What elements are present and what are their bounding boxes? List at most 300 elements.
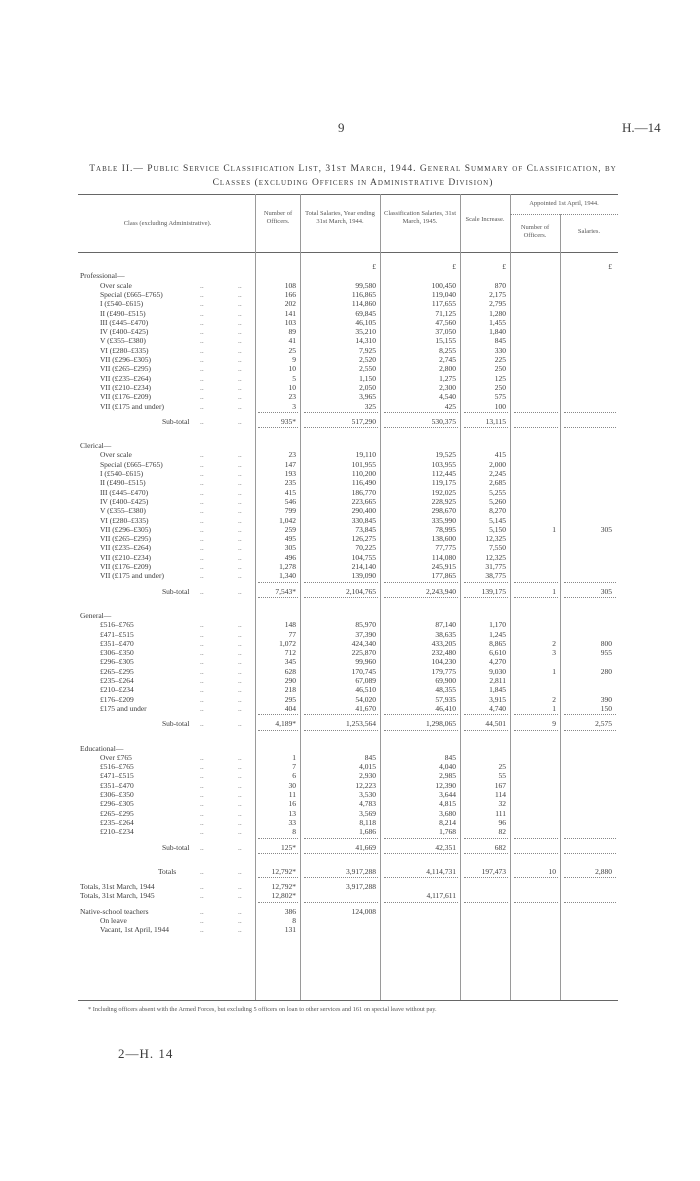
subtotal-row-an: 1	[552, 586, 556, 596]
table-row-cls: 245,915	[431, 562, 456, 571]
table-row-label: VII (£265–£295)	[100, 364, 152, 374]
table-row-label: III (£445–£470)	[100, 317, 149, 327]
totals-row-total: 3,917,288	[346, 866, 376, 876]
leader-dots: ..	[238, 299, 242, 309]
table-row-label: VII (£210–£234)	[100, 552, 152, 562]
subtotal-rule	[564, 730, 616, 731]
table-row-cls: 117,655	[431, 299, 456, 309]
table-row-label: £265–£295	[100, 808, 134, 818]
subtotal-rule	[384, 427, 458, 428]
table-row-total: 46,105	[355, 317, 376, 327]
column-divider	[255, 194, 256, 1000]
leader-dots: ..	[238, 799, 242, 809]
table-row-cls: 2,800	[439, 364, 456, 374]
table-row-n: 9	[292, 355, 296, 364]
leader-dots: ..	[200, 336, 204, 346]
leader-dots: ..	[200, 808, 204, 818]
table-row-n: 1,340	[279, 571, 296, 581]
table-row-label: III (£445–£470)	[100, 487, 149, 497]
table-row-label: £306–£350	[100, 648, 134, 658]
currency-symbol: £	[608, 262, 612, 271]
leader-dots: ..	[200, 685, 204, 695]
table-row-total: 101,955	[351, 459, 376, 469]
leader-dots: ..	[238, 478, 242, 488]
native-row-total: 124,008	[351, 906, 376, 916]
subtotal-rule	[514, 730, 558, 731]
table-row-cls: 179,775	[431, 666, 456, 676]
table-row-as: 280	[600, 666, 612, 676]
table-row-cls: 1,768	[439, 827, 456, 837]
table-row-cls: 114,080	[431, 552, 456, 562]
table-row-total: 85,970	[355, 620, 376, 630]
table-row-total: 14,310	[355, 336, 376, 346]
table-row-total: 99,580	[355, 280, 376, 290]
native-row-n: 386	[284, 906, 296, 916]
leader-dots: ..	[238, 586, 242, 596]
table-row-total: 214,140	[351, 562, 376, 571]
subtotal-rule	[464, 597, 508, 598]
subtotal-row-n: 7,543*	[275, 586, 296, 596]
table-row-total: 225,870	[351, 648, 376, 658]
table-row-inc: 3,915	[489, 694, 506, 704]
leader-dots: ..	[238, 891, 242, 901]
subtotal-rule	[258, 714, 298, 715]
table-row-n: 712	[284, 648, 296, 658]
table-row-n: 77	[288, 629, 296, 639]
leader-dots: ..	[200, 289, 204, 299]
leader-dots: ..	[238, 817, 242, 827]
table-row-cls: 69,900	[435, 676, 456, 685]
leader-dots: ..	[238, 866, 242, 876]
leader-dots: ..	[238, 317, 242, 327]
subtotal-row-as: 305	[600, 586, 612, 596]
leader-dots: ..	[200, 524, 204, 534]
table-row-n: 628	[284, 666, 296, 676]
leader-dots: ..	[200, 299, 204, 309]
table-row-n: 108	[284, 280, 296, 290]
subtotal-rule	[464, 853, 508, 854]
table-row-label: VII (£296–£305)	[100, 524, 152, 534]
page-reference: H.—14	[622, 120, 661, 135]
leader-dots: ..	[238, 401, 242, 411]
table-row-label: Over scale	[100, 280, 132, 290]
subtotal-row-total: 41,669	[355, 842, 376, 852]
table-row-inc: 2,175	[489, 289, 506, 299]
subtotal-rule	[384, 582, 458, 583]
leader-dots: ..	[238, 771, 242, 781]
table-row-n: 546	[284, 496, 296, 506]
leader-dots: ..	[200, 916, 204, 925]
leader-dots: ..	[238, 382, 242, 392]
leader-dots: ..	[238, 827, 242, 837]
table-row-cls: 1,275	[439, 373, 456, 383]
table-row-label: £471–£515	[100, 629, 134, 639]
leader-dots: ..	[200, 817, 204, 827]
table-row-an: 2	[552, 638, 556, 648]
table-row-total: 4,015	[359, 762, 376, 772]
leader-dots: ..	[200, 562, 204, 571]
totals-rule	[384, 877, 458, 878]
table-row-label: IV (£400–£425)	[100, 327, 149, 337]
table-row-n: 23	[288, 392, 296, 402]
table-row-label: £351–£470	[100, 638, 134, 648]
table-row-label: £351–£470	[100, 780, 134, 790]
leader-dots: ..	[238, 629, 242, 639]
table-row-inc: 12,325	[485, 534, 506, 544]
table-row-n: 30	[288, 780, 296, 790]
table-row-n: 11	[288, 790, 296, 799]
section-heading: General—	[80, 610, 112, 620]
leader-dots: ..	[238, 308, 242, 318]
table-row-cls: 103,955	[431, 459, 456, 469]
table-row-cls: 4,540	[439, 392, 456, 402]
table-row-label: II (£490–£515)	[100, 478, 146, 488]
leader-dots: ..	[238, 524, 242, 534]
subtotal-rule	[564, 582, 616, 583]
table-row-inc: 1,455	[489, 317, 506, 327]
table-row-inc: 96	[498, 817, 506, 827]
table-row-total: 139,090	[351, 571, 376, 581]
table-row-label: £306–£350	[100, 790, 134, 799]
subtotal-rule	[384, 412, 458, 413]
totals-row-inc: 197,473	[481, 866, 506, 876]
appointed-header-rule	[510, 214, 618, 215]
leader-dots: ..	[238, 648, 242, 658]
subtotal-rule	[514, 597, 558, 598]
subtotal-rule	[564, 597, 616, 598]
table-row-n: 295	[284, 694, 296, 704]
leader-dots: ..	[200, 364, 204, 374]
table-row-label: I (£540–£615)	[100, 469, 144, 478]
table-row-cls: 138,600	[431, 534, 456, 544]
leader-dots: ..	[238, 925, 242, 935]
subtotal-row-label: Sub-total	[162, 842, 190, 852]
leader-dots: ..	[238, 916, 242, 925]
leader-dots: ..	[238, 450, 242, 460]
table-row-inc: 9,030	[489, 666, 506, 676]
table-row-an: 1	[552, 703, 556, 713]
totals-row-as: 2,880	[595, 866, 612, 876]
subtotal-row-n: 4,189*	[275, 719, 296, 729]
table-row-total: 330,845	[351, 515, 376, 525]
subtotal-row-total: 517,290	[351, 416, 376, 426]
table-row-inc: 415	[494, 450, 506, 460]
table-row-label: II (£490–£515)	[100, 308, 146, 318]
table-row-cls: 433,205	[431, 638, 456, 648]
leader-dots: ..	[200, 571, 204, 581]
leader-dots: ..	[238, 571, 242, 581]
subtotal-rule	[384, 597, 458, 598]
leader-dots: ..	[238, 506, 242, 516]
leader-dots: ..	[238, 694, 242, 704]
header-number: Number of Officers.	[263, 210, 293, 225]
table-row-total: 99,960	[355, 657, 376, 667]
table-row-cls: 87,140	[435, 620, 456, 630]
table-row-total: 67,089	[355, 676, 376, 685]
table-row-label: £296–£305	[100, 657, 134, 667]
leader-dots: ..	[238, 534, 242, 544]
summary-row-label: Totals, 31st March, 1944	[80, 882, 155, 892]
leader-dots: ..	[200, 478, 204, 488]
leader-dots: ..	[200, 620, 204, 630]
table-row-inc: 4,740	[489, 703, 506, 713]
subtotal-rule	[514, 427, 558, 428]
leader-dots: ..	[200, 416, 204, 426]
table-row-inc: 2,685	[489, 478, 506, 488]
table-row-cls: 104,230	[431, 657, 456, 667]
column-divider	[560, 214, 561, 1000]
table-row-inc: 38,775	[485, 571, 506, 581]
totals-rule	[258, 877, 298, 878]
subtotal-rule	[564, 427, 616, 428]
subtotal-rule	[304, 838, 378, 839]
table-row-cls: 845	[444, 752, 456, 762]
table-row-label: VI (£280–£335)	[100, 515, 149, 525]
table-row-total: 4,783	[359, 799, 376, 809]
leader-dots: ..	[238, 327, 242, 337]
table-row-label: £210–£234	[100, 827, 134, 837]
table-row-inc: 575	[494, 392, 506, 402]
table-row-cls: 192,025	[431, 487, 456, 497]
table-row-label: IV (£400–£425)	[100, 496, 149, 506]
subtotal-row-inc: 13,115	[485, 416, 506, 426]
table-row-as: 800	[600, 638, 612, 648]
table-row-label: VII (£175 and under)	[100, 401, 164, 411]
table-row-total: 170,745	[351, 666, 376, 676]
subtotal-rule	[304, 853, 378, 854]
summary-rule	[304, 902, 378, 903]
table-row-label: VII (£176–£209)	[100, 392, 152, 402]
leader-dots: ..	[200, 543, 204, 553]
table-row-inc: 8,270	[489, 506, 506, 516]
subtotal-row-inc: 682	[494, 842, 506, 852]
leader-dots: ..	[238, 666, 242, 676]
table-row-as: 955	[600, 648, 612, 658]
subtotal-rule	[514, 412, 558, 413]
leader-dots: ..	[200, 676, 204, 685]
subtotal-rule	[384, 730, 458, 731]
subtotal-rule	[258, 597, 298, 598]
totals-row-cls: 4,114,731	[426, 866, 456, 876]
leader-dots: ..	[200, 752, 204, 762]
table-row-total: 41,670	[355, 703, 376, 713]
totals-rule	[304, 877, 378, 878]
table-row-inc: 330	[494, 345, 506, 355]
totals-rule	[564, 877, 616, 878]
summary-row-total: 3,917,288	[346, 882, 376, 892]
summary-row-n: 12,792*	[271, 882, 296, 892]
table-row-inc: 5,255	[489, 487, 506, 497]
table-row-n: 193	[284, 469, 296, 478]
table-row-cls: 425	[444, 401, 456, 411]
subtotal-rule	[258, 412, 298, 413]
summary-rule	[258, 902, 298, 903]
leader-dots: ..	[238, 780, 242, 790]
section-heading: Educational—	[80, 743, 124, 753]
totals-row-an: 10	[548, 866, 556, 876]
table-row-inc: 250	[494, 364, 506, 374]
table-row-total: 1,686	[359, 827, 376, 837]
table-row-n: 147	[284, 459, 296, 469]
subtotal-rule	[258, 838, 298, 839]
table-row-total: 54,020	[355, 694, 376, 704]
table-row-total: 19,110	[355, 450, 376, 460]
table-row-total: 186,770	[351, 487, 376, 497]
totals-rule	[464, 877, 508, 878]
table-row-label: £176–£209	[100, 694, 134, 704]
table-row-label: VII (£210–£234)	[100, 382, 152, 392]
subtotal-rule	[304, 427, 378, 428]
table-row-cls: 78,995	[435, 524, 456, 534]
leader-dots: ..	[200, 762, 204, 772]
table-row-label: V (£355–£380)	[100, 336, 146, 346]
leader-dots: ..	[200, 280, 204, 290]
leader-dots: ..	[238, 882, 242, 892]
leader-dots: ..	[238, 762, 242, 772]
leader-dots: ..	[238, 373, 242, 383]
subtotal-rule	[564, 714, 616, 715]
table-row-cls: 12,390	[435, 780, 456, 790]
table-row-n: 305	[284, 543, 296, 553]
table-row-n: 415	[284, 487, 296, 497]
table-row-cls: 38,635	[435, 629, 456, 639]
table-row-label: VII (£176–£209)	[100, 562, 152, 571]
leader-dots: ..	[200, 891, 204, 901]
totals-rule	[514, 877, 558, 878]
leader-dots: ..	[200, 771, 204, 781]
table-row-label: I (£540–£615)	[100, 299, 144, 309]
leader-dots: ..	[238, 719, 242, 729]
subtotal-rule	[464, 412, 508, 413]
leader-dots: ..	[200, 382, 204, 392]
table-row-label: VII (£265–£295)	[100, 534, 152, 544]
table-row-total: 12,223	[355, 780, 376, 790]
table-row-cls: 77,775	[435, 543, 456, 553]
header-bottom-rule	[78, 252, 618, 253]
table-row-as: 150	[600, 703, 612, 713]
leader-dots: ..	[200, 648, 204, 658]
table-row-n: 3	[292, 401, 296, 411]
table-row-total: 73,845	[355, 524, 376, 534]
table-row-n: 235	[284, 478, 296, 488]
table-row-inc: 1,245	[489, 629, 506, 639]
leader-dots: ..	[238, 562, 242, 571]
summary-rule	[564, 902, 616, 903]
table-row-n: 259	[284, 524, 296, 534]
table-row-inc: 870	[494, 280, 506, 290]
table-row-cls: 112,445	[431, 469, 456, 478]
table-row-n: 13	[288, 808, 296, 818]
leader-dots: ..	[200, 703, 204, 713]
table-row-label: £516–£765	[100, 620, 134, 630]
table-row-total: 110,200	[351, 469, 376, 478]
table-row-inc: 5,150	[489, 524, 506, 534]
leader-dots: ..	[238, 392, 242, 402]
subtotal-rule	[384, 714, 458, 715]
table-row-cls: 37,050	[435, 327, 456, 337]
leader-dots: ..	[200, 552, 204, 562]
table-row-inc: 5,260	[489, 496, 506, 506]
leader-dots: ..	[238, 345, 242, 355]
leader-dots: ..	[238, 289, 242, 299]
table-row-n: 10	[288, 364, 296, 374]
top-rule	[78, 194, 618, 195]
leader-dots: ..	[238, 657, 242, 667]
table-row-total: 116,865	[351, 289, 376, 299]
table-row-label: VII (£296–£305)	[100, 355, 152, 364]
section-heading: Clerical—	[80, 441, 112, 451]
table-row-label: £471–£515	[100, 771, 134, 781]
totals-row-n: 12,792*	[271, 866, 296, 876]
table-row-n: 8	[292, 827, 296, 837]
subtotal-rule	[304, 597, 378, 598]
leader-dots: ..	[200, 345, 204, 355]
table-row-inc: 114	[495, 790, 506, 799]
table-row-inc: 1,170	[489, 620, 506, 630]
section-heading: Professional—	[80, 271, 125, 281]
leader-dots: ..	[200, 450, 204, 460]
leader-dots: ..	[200, 586, 204, 596]
table-row-inc: 845	[494, 336, 506, 346]
subtotal-rule	[258, 730, 298, 731]
table-row-cls: 46,410	[435, 703, 456, 713]
table-title: Table II.— Public Service Classification List, 31st March, 1944. General Summary of Classification, by Classes (excluding Officers in Administrative Division)	[89, 164, 617, 188]
leader-dots: ..	[200, 496, 204, 506]
table-row-inc: 2,811	[489, 676, 506, 685]
table-row-inc: 55	[498, 771, 506, 781]
table-row-total: 290,400	[351, 506, 376, 516]
table-row-n: 495	[284, 534, 296, 544]
table-row-cls: 2,300	[439, 382, 456, 392]
table-row-inc: 111	[495, 808, 506, 818]
table-row-inc: 4,270	[489, 657, 506, 667]
table-row-cls: 335,990	[431, 515, 456, 525]
subtotal-rule	[384, 853, 458, 854]
leader-dots: ..	[200, 638, 204, 648]
header-appointed: Appointed 1st April, 1944.	[529, 200, 599, 207]
table-row-total: 3,569	[359, 808, 376, 818]
table-row-an: 2	[552, 694, 556, 704]
header-appointed-salaries: Salaries.	[577, 228, 601, 235]
leader-dots: ..	[238, 496, 242, 506]
table-row-n: 6	[292, 771, 296, 781]
summary-row-cls: 4,117,611	[426, 891, 456, 901]
table-row-inc: 2,000	[489, 459, 506, 469]
table-row-cls: 48,355	[435, 685, 456, 695]
table-row-n: 16	[288, 799, 296, 809]
table-row-n: 1,278	[279, 562, 296, 571]
leader-dots: ..	[238, 355, 242, 364]
subtotal-row-cls: 1,298,065	[426, 719, 456, 729]
table-row-inc: 125	[494, 373, 506, 383]
summary-row-label: Totals, 31st March, 1945	[80, 891, 155, 901]
table-row-total: 2,520	[359, 355, 376, 364]
leader-dots: ..	[200, 308, 204, 318]
table-row-cls: 47,560	[435, 317, 456, 327]
subtotal-rule	[304, 714, 378, 715]
table-row-n: 89	[288, 327, 296, 337]
table-row-total: 7,925	[359, 345, 376, 355]
leader-dots: ..	[200, 906, 204, 916]
currency-symbol: £	[452, 262, 456, 271]
table-row-label: Special (£665–£765)	[100, 289, 163, 299]
leader-dots: ..	[238, 685, 242, 695]
subtotal-rule	[514, 853, 558, 854]
table-row-an: 1	[552, 524, 556, 534]
subtotal-row-as: 2,575	[595, 719, 612, 729]
table-row-n: 1	[292, 752, 296, 762]
column-divider	[510, 194, 511, 1000]
